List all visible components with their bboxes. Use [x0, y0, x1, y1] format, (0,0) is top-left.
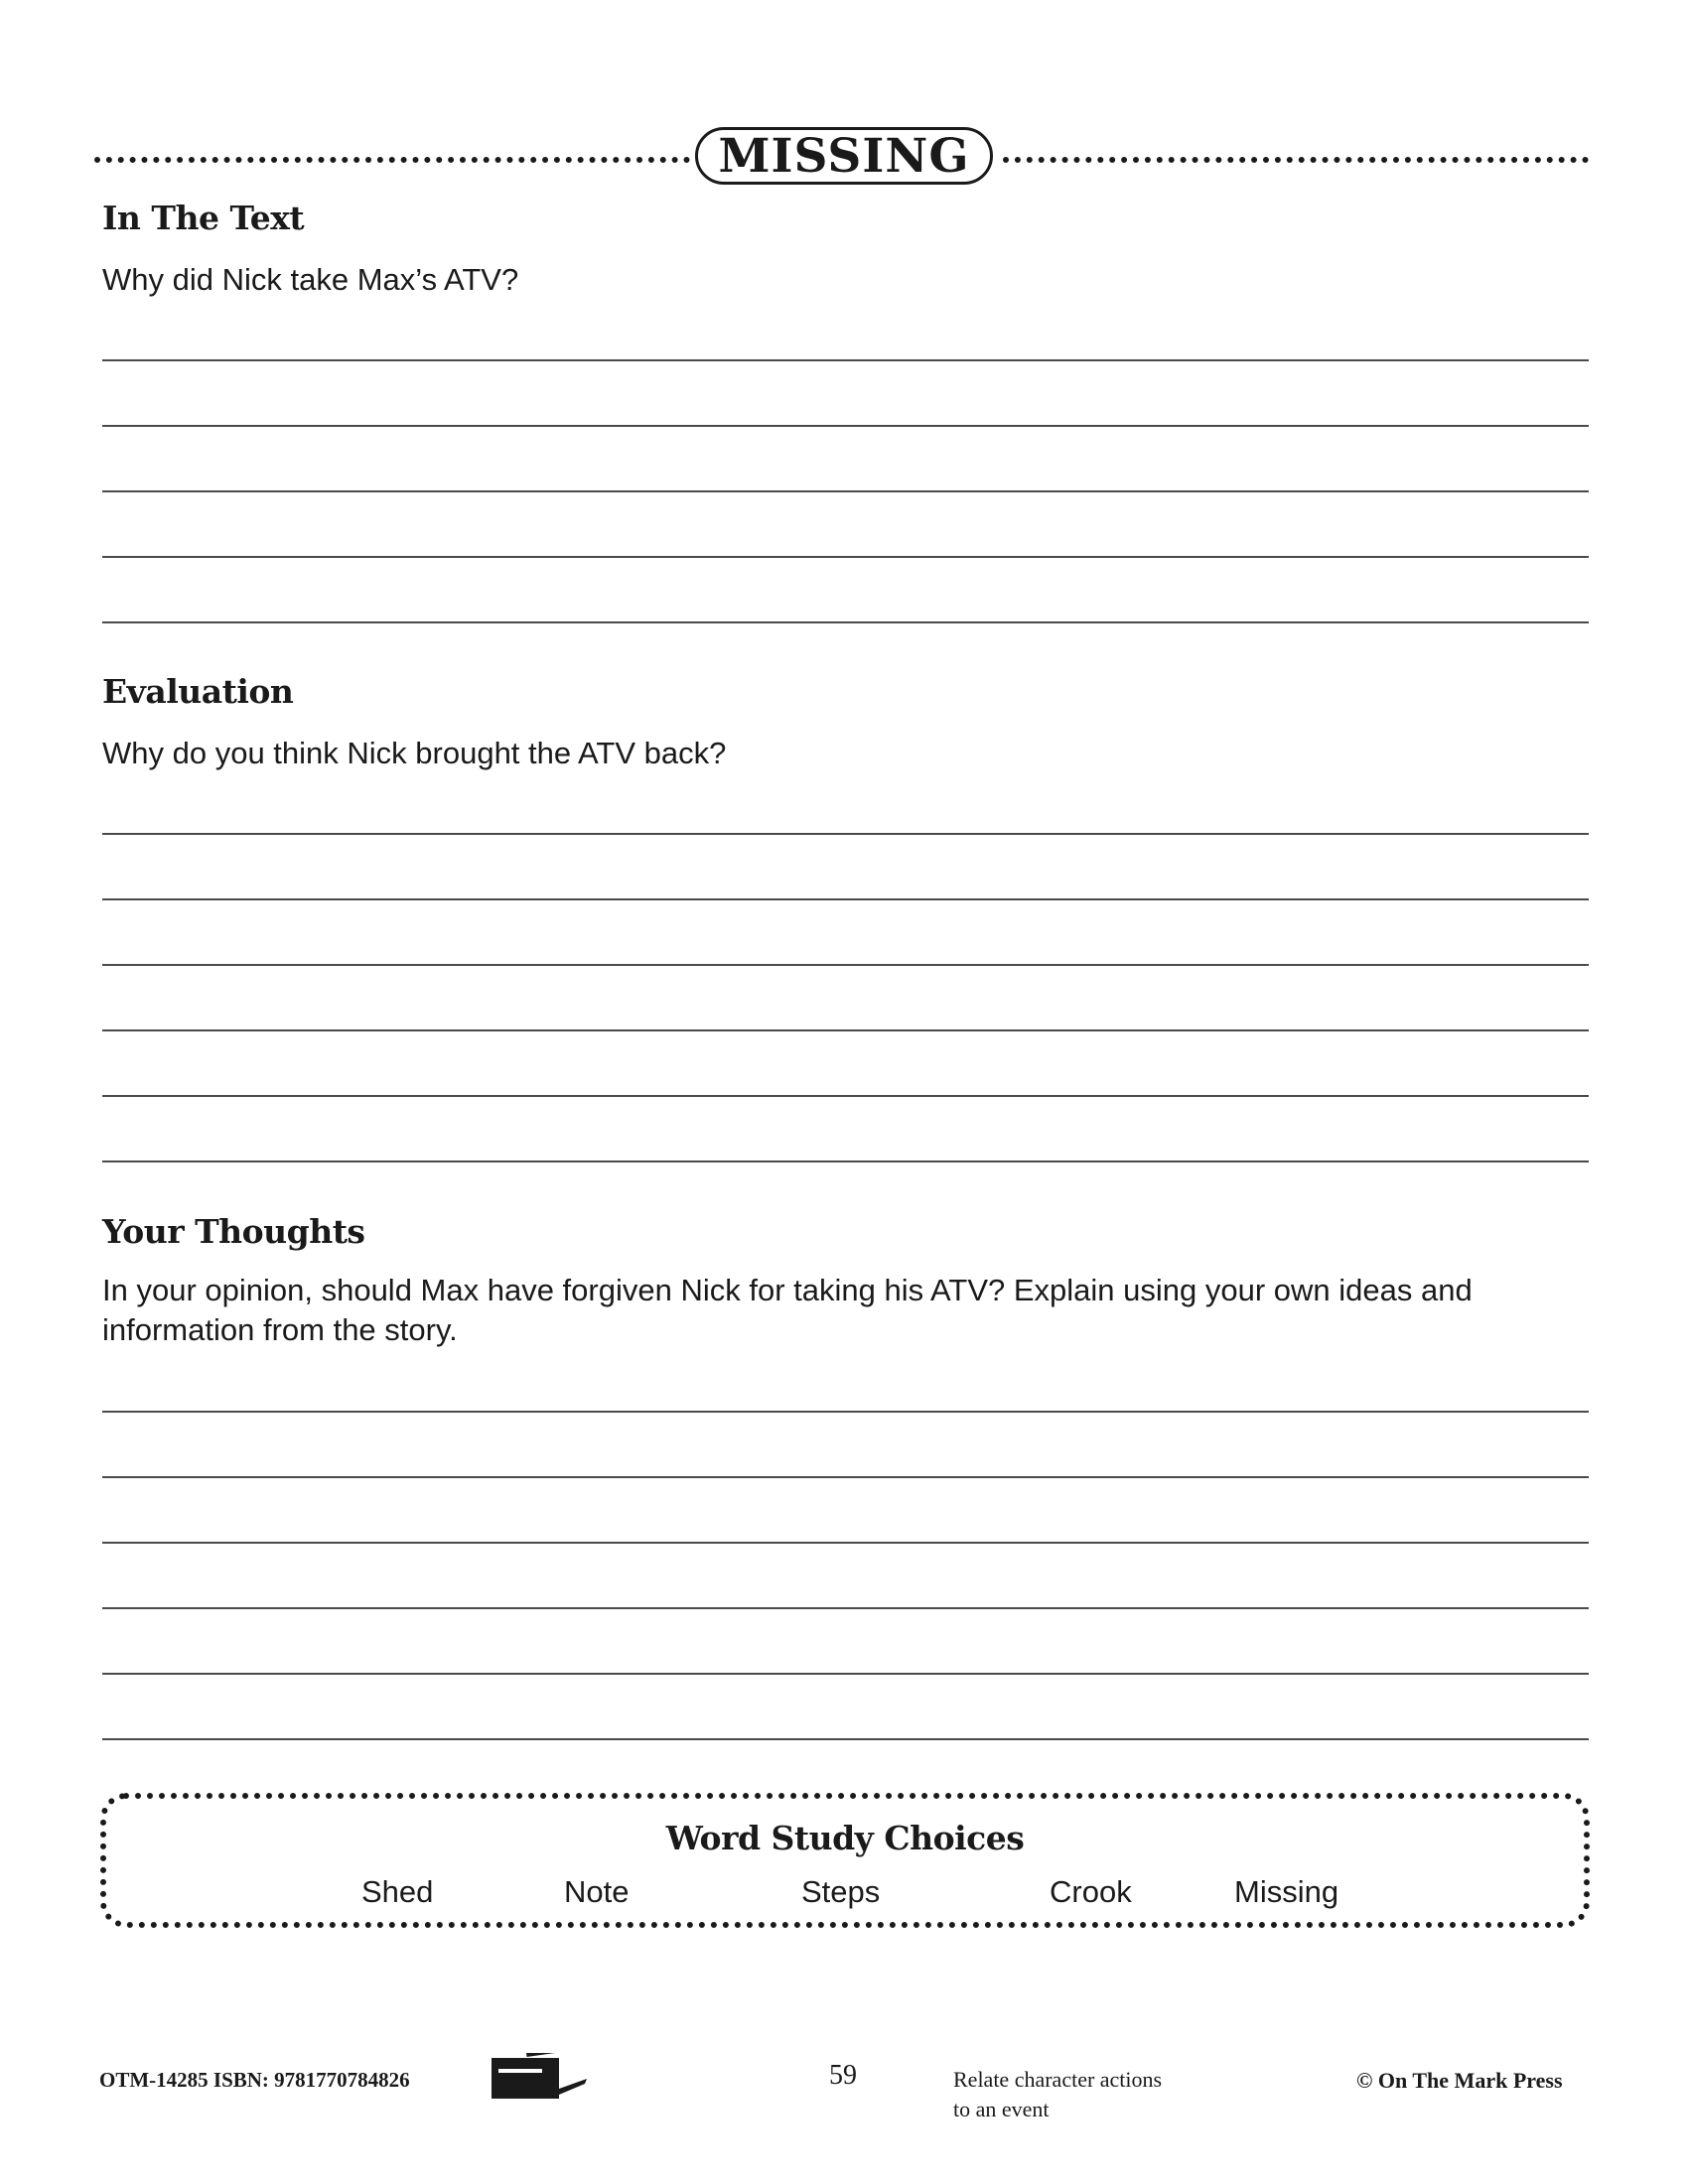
section-heading-evaluation: Evaluation [102, 672, 294, 711]
page-number: 59 [829, 2060, 857, 2091]
answer-line[interactable] [102, 1347, 1589, 1413]
page-title: MISSING [695, 127, 993, 185]
word-study-word: Note [564, 1874, 630, 1909]
answer-line[interactable] [102, 1675, 1589, 1740]
answer-line[interactable] [102, 1031, 1589, 1097]
answer-line[interactable] [102, 1478, 1589, 1544]
answer-line[interactable] [102, 835, 1589, 900]
answer-line[interactable] [102, 769, 1589, 835]
answer-line[interactable] [102, 966, 1589, 1031]
answer-lines-your-thoughts [102, 1347, 1589, 1740]
answer-line[interactable] [102, 1413, 1589, 1478]
title-banner [94, 127, 1589, 191]
photocopier-icon [491, 2053, 588, 2101]
answer-line[interactable] [102, 427, 1589, 492]
word-study-word: Crook [1050, 1874, 1132, 1909]
answer-line[interactable] [102, 1544, 1589, 1609]
word-study-word: Steps [801, 1874, 881, 1909]
answer-line[interactable] [102, 558, 1589, 623]
dotted-rule-right [1003, 157, 1589, 163]
answer-lines-evaluation [102, 769, 1589, 1162]
footer-code: OTM-14285 ISBN: 9781770784826 [99, 2068, 410, 2092]
answer-line[interactable] [102, 900, 1589, 966]
answer-line[interactable] [102, 1609, 1589, 1675]
word-study-word: Missing [1234, 1874, 1339, 1909]
answer-line[interactable] [102, 1097, 1589, 1162]
answer-line[interactable] [102, 296, 1589, 361]
learning-objective-line: Relate character actions [953, 2067, 1163, 2092]
word-study-title: Word Study Choices [665, 1819, 1025, 1857]
learning-objective [953, 2065, 1251, 2124]
question-in-the-text: Why did Nick take Max’s ATV? [102, 262, 519, 297]
word-study-word: Shed [361, 1874, 434, 1909]
answer-line[interactable] [102, 492, 1589, 558]
copyright: © On The Mark Press [1356, 2068, 1563, 2093]
question-your-thoughts: In your opinion, should Max have forgiven Nick for taking his ATV? Explain using your own ideas and information from the story. [102, 1273, 1473, 1347]
answer-lines-in-the-text [102, 296, 1589, 623]
dotted-rule-left [94, 157, 690, 163]
section-heading-in-the-text: In The Text [102, 199, 305, 237]
word-study-box [100, 1793, 1590, 1928]
learning-objective-line: to an event [953, 2097, 1050, 2121]
section-heading-your-thoughts: Your Thoughts [102, 1212, 365, 1251]
question-evaluation: Why do you think Nick brought the ATV back? [102, 736, 727, 770]
answer-line[interactable] [102, 361, 1589, 427]
